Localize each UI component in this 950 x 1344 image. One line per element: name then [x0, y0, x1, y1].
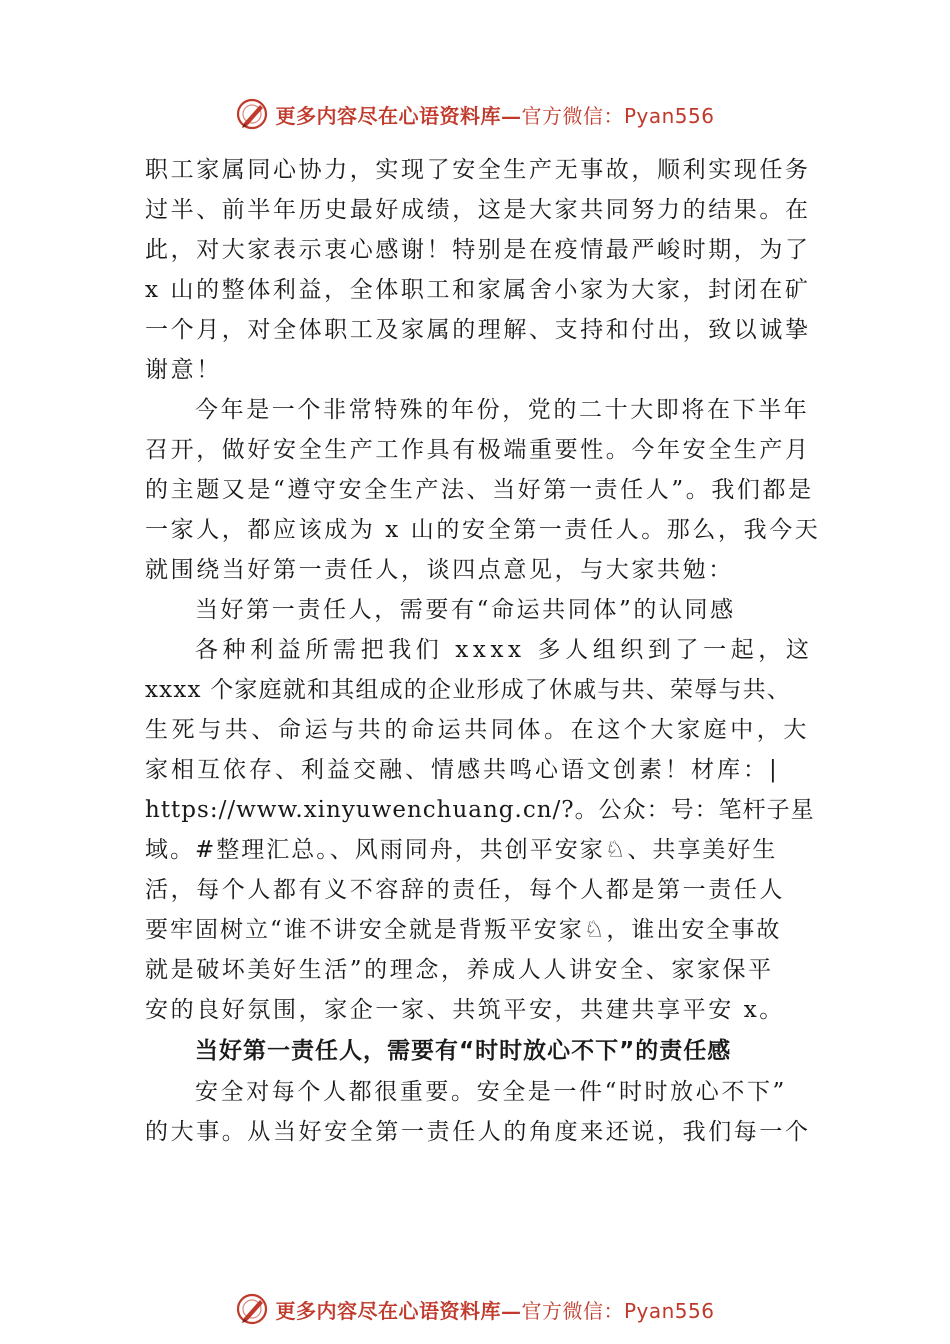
text-line: 活，每个人都有义不容辞的责任，每个人都是第一责任人 — [145, 877, 785, 903]
header-brand: 更多内容尽在心语资料库 — [275, 103, 501, 128]
text-line: 家相互依存、利益交融、情感共鸣心语文创素！材库：| — [145, 757, 780, 783]
header-wechat: 官方微信：Pyan556 — [521, 103, 715, 128]
text-line: 生死与共、命运与共的命运共同体。在这个大家庭中，大 — [145, 717, 810, 743]
text-line: 安的良好氛围，家企一家、共筑平安，共建共享平安 x。 — [145, 997, 785, 1023]
document-body — [145, 150, 821, 1152]
section-heading-2: 当好第一责任人，需要有“时时放心不下”的责任感 — [195, 1038, 732, 1064]
text-line: xxxx 个家庭就和其组成的企业形成了休戚与共、荣辱与共、 — [145, 677, 791, 703]
footer-separator: — — [500, 1298, 522, 1323]
text-line: 的大事。从当好安全第一责任人的角度来还说，我们每一个 — [145, 1119, 811, 1145]
footer-banner — [0, 1289, 950, 1329]
text-line: 就是破坏美好生活”的理念，养成人人讲安全、家家保平 — [145, 957, 774, 983]
paragraph-start-line: 各种利益所需把我们 xxxx 多人组织到了一起，这 — [195, 637, 814, 663]
footer-brand: 更多内容尽在心语资料库 — [275, 1298, 501, 1323]
text-line: 就围绕当好第一责任人，谈四点意见，与大家共勉： — [145, 557, 734, 583]
paragraph-start-line: 今年是一个非常特殊的年份，党的二十大即将在下半年 — [195, 397, 810, 423]
text-line: 职工家属同心协力，实现了安全生产无事故，顺利实现任务 — [145, 157, 811, 183]
header-separator: — — [500, 103, 522, 128]
section-heading-1: 当好第一责任人，需要有“命运共同体”的认同感 — [195, 597, 736, 623]
header-banner — [0, 94, 950, 134]
text-line: 域。#整理汇总。、风雨同舟，共创平安家♘、共享美好生 — [145, 837, 778, 863]
text-line: 过半、前半年历史最好成绩，这是大家共同努力的结果。在 — [145, 197, 811, 223]
footer-wechat: 官方微信：Pyan556 — [521, 1298, 715, 1323]
header-banner-text — [275, 100, 714, 129]
paragraph-start-line: 安全对每个人都很重要。安全是一件“时时放心不下” — [195, 1079, 787, 1105]
text-line: 要牢固树立“谁不讲安全就是背叛平安家♘，谁出安全事故 — [145, 917, 782, 943]
text-line: 一个月，对全体职工及家属的理解、支持和付出，致以诚挚 — [145, 317, 811, 343]
pen-seal-logo-icon — [235, 97, 269, 131]
text-line: 谢意！ — [145, 357, 222, 383]
footer-banner-text — [275, 1295, 714, 1324]
text-line: 的主题又是“遵守安全生产法、当好第一责任人”。我们都是 — [145, 477, 814, 503]
text-line: 召开，做好安全生产工作具有极端重要性。今年安全生产月 — [145, 437, 811, 463]
text-line: 一家人，都应该成为 x 山的安全第一责任人。那么，我今天 — [145, 517, 821, 543]
text-line: x 山的整体利益，全体职工和家属舍小家为大家，封闭在矿 — [145, 277, 811, 303]
pen-seal-logo-icon — [235, 1292, 269, 1326]
text-line: https://www.xinyuwenchuang.cn/?。公众：号：笔杆子星 — [145, 797, 815, 823]
text-line: 此，对大家表示衷心感谢！特别是在疫情最严峻时期，为了 — [145, 237, 811, 263]
